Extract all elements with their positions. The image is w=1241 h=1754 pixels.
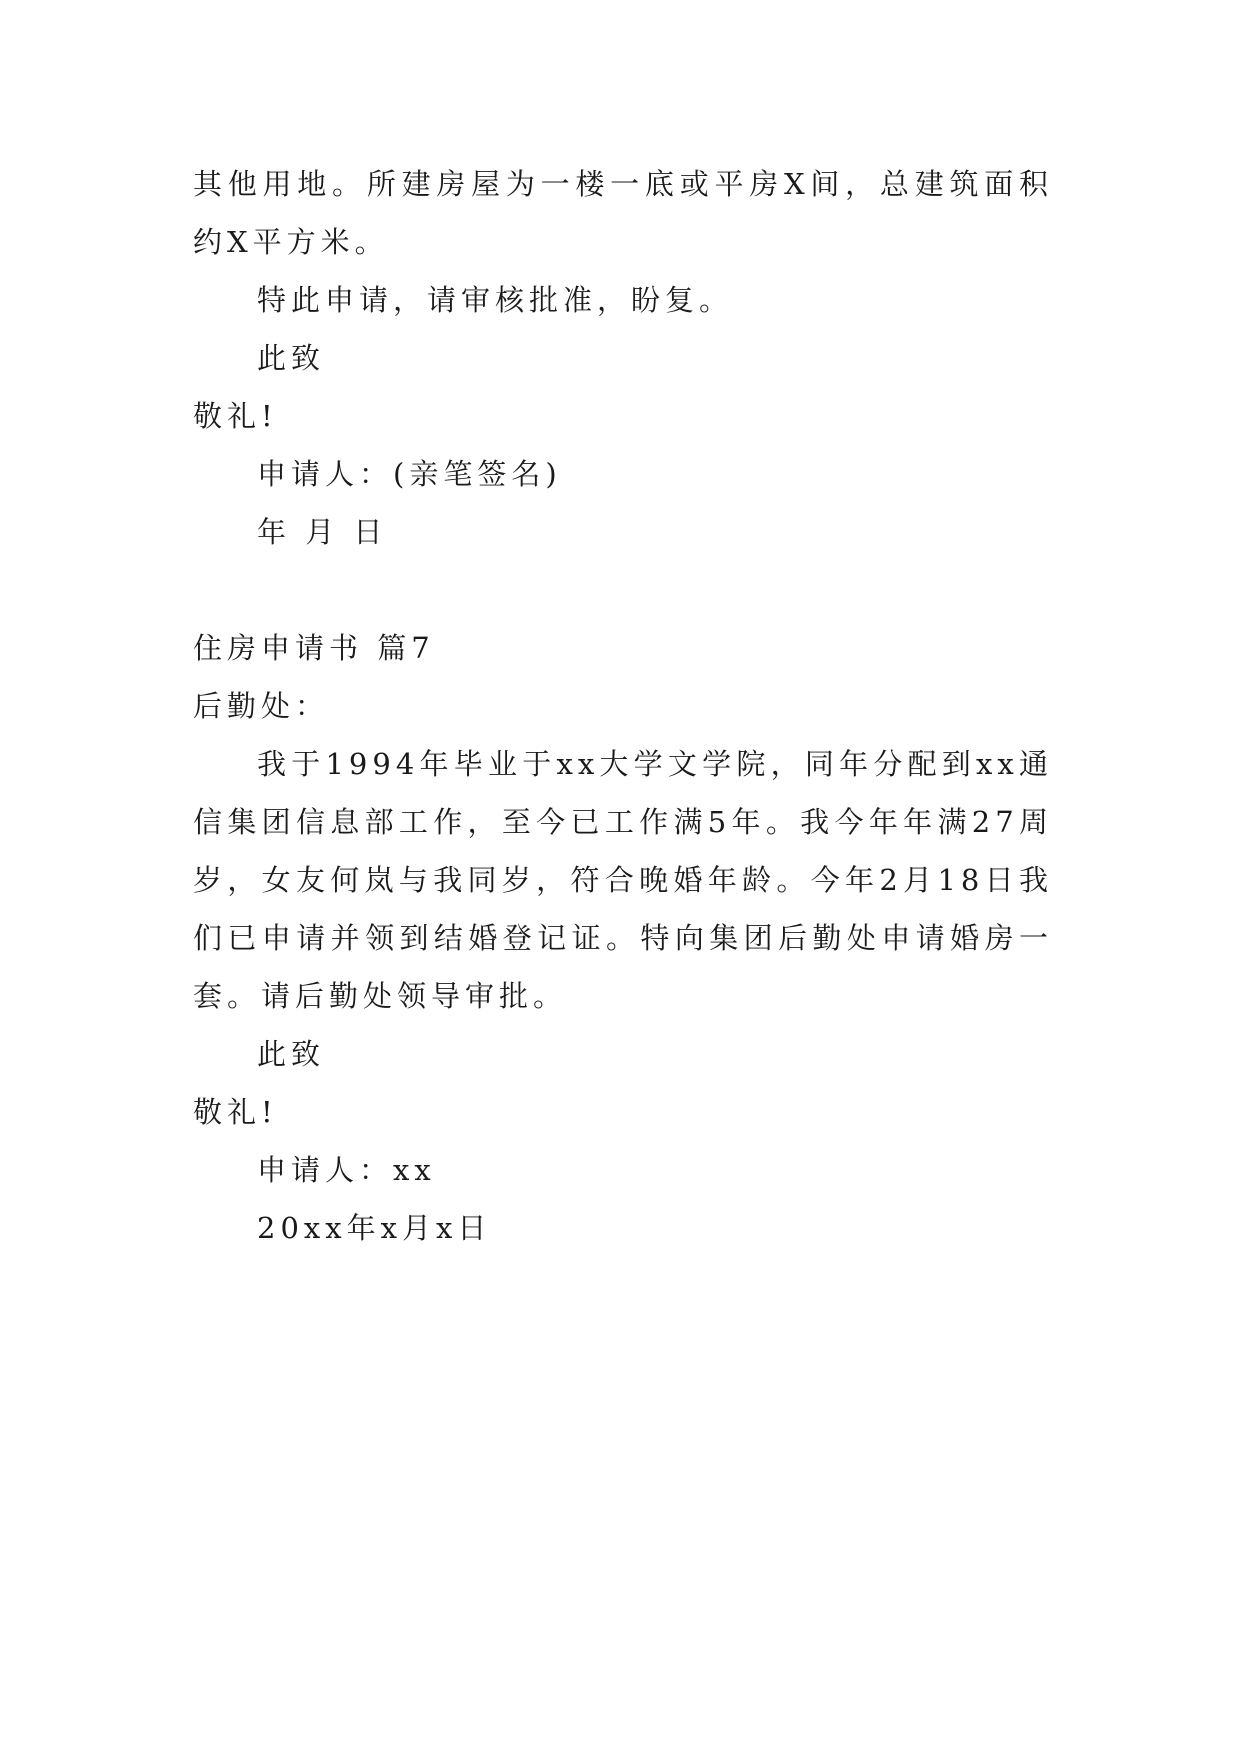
previous-section-paragraph-tail: 其他用地。所建房屋为一楼一底或平房X间，总建筑面积约X平方米。 bbox=[193, 167, 1053, 259]
letter-salute: 敬礼! bbox=[193, 1095, 278, 1129]
section-gap bbox=[193, 561, 1053, 619]
letter-body-paragraph: 我于1994年毕业于xx大学文学院，同年分配到xx通信集团信息部工作，至今已工作满5年。我今年年满27周岁，女友何岚与我同岁，符合晚婚年龄。今年2月18日我们已申请并领到结婚登记证。特向集团后勤处申请婚房一套。请后勤处领导审批。 bbox=[193, 747, 1053, 1013]
previous-section-salute: 敬礼! bbox=[193, 399, 278, 433]
letter-closing: 此致 bbox=[257, 1037, 326, 1071]
previous-section-applicant: 申请人：(亲笔签名) bbox=[257, 457, 562, 491]
previous-section-request: 特此申请，请审核批准，盼复。 bbox=[257, 283, 734, 317]
letter-date: 20xx年x月x日 bbox=[257, 1211, 492, 1245]
document-body bbox=[193, 155, 1053, 1257]
letter-applicant: 申请人：xx bbox=[257, 1153, 436, 1187]
previous-section-date: 年 月 日 bbox=[257, 515, 388, 549]
previous-section-closing: 此致 bbox=[257, 341, 326, 375]
section-title: 住房申请书 篇7 bbox=[193, 631, 435, 665]
letter-recipient: 后勤处： bbox=[193, 689, 330, 723]
